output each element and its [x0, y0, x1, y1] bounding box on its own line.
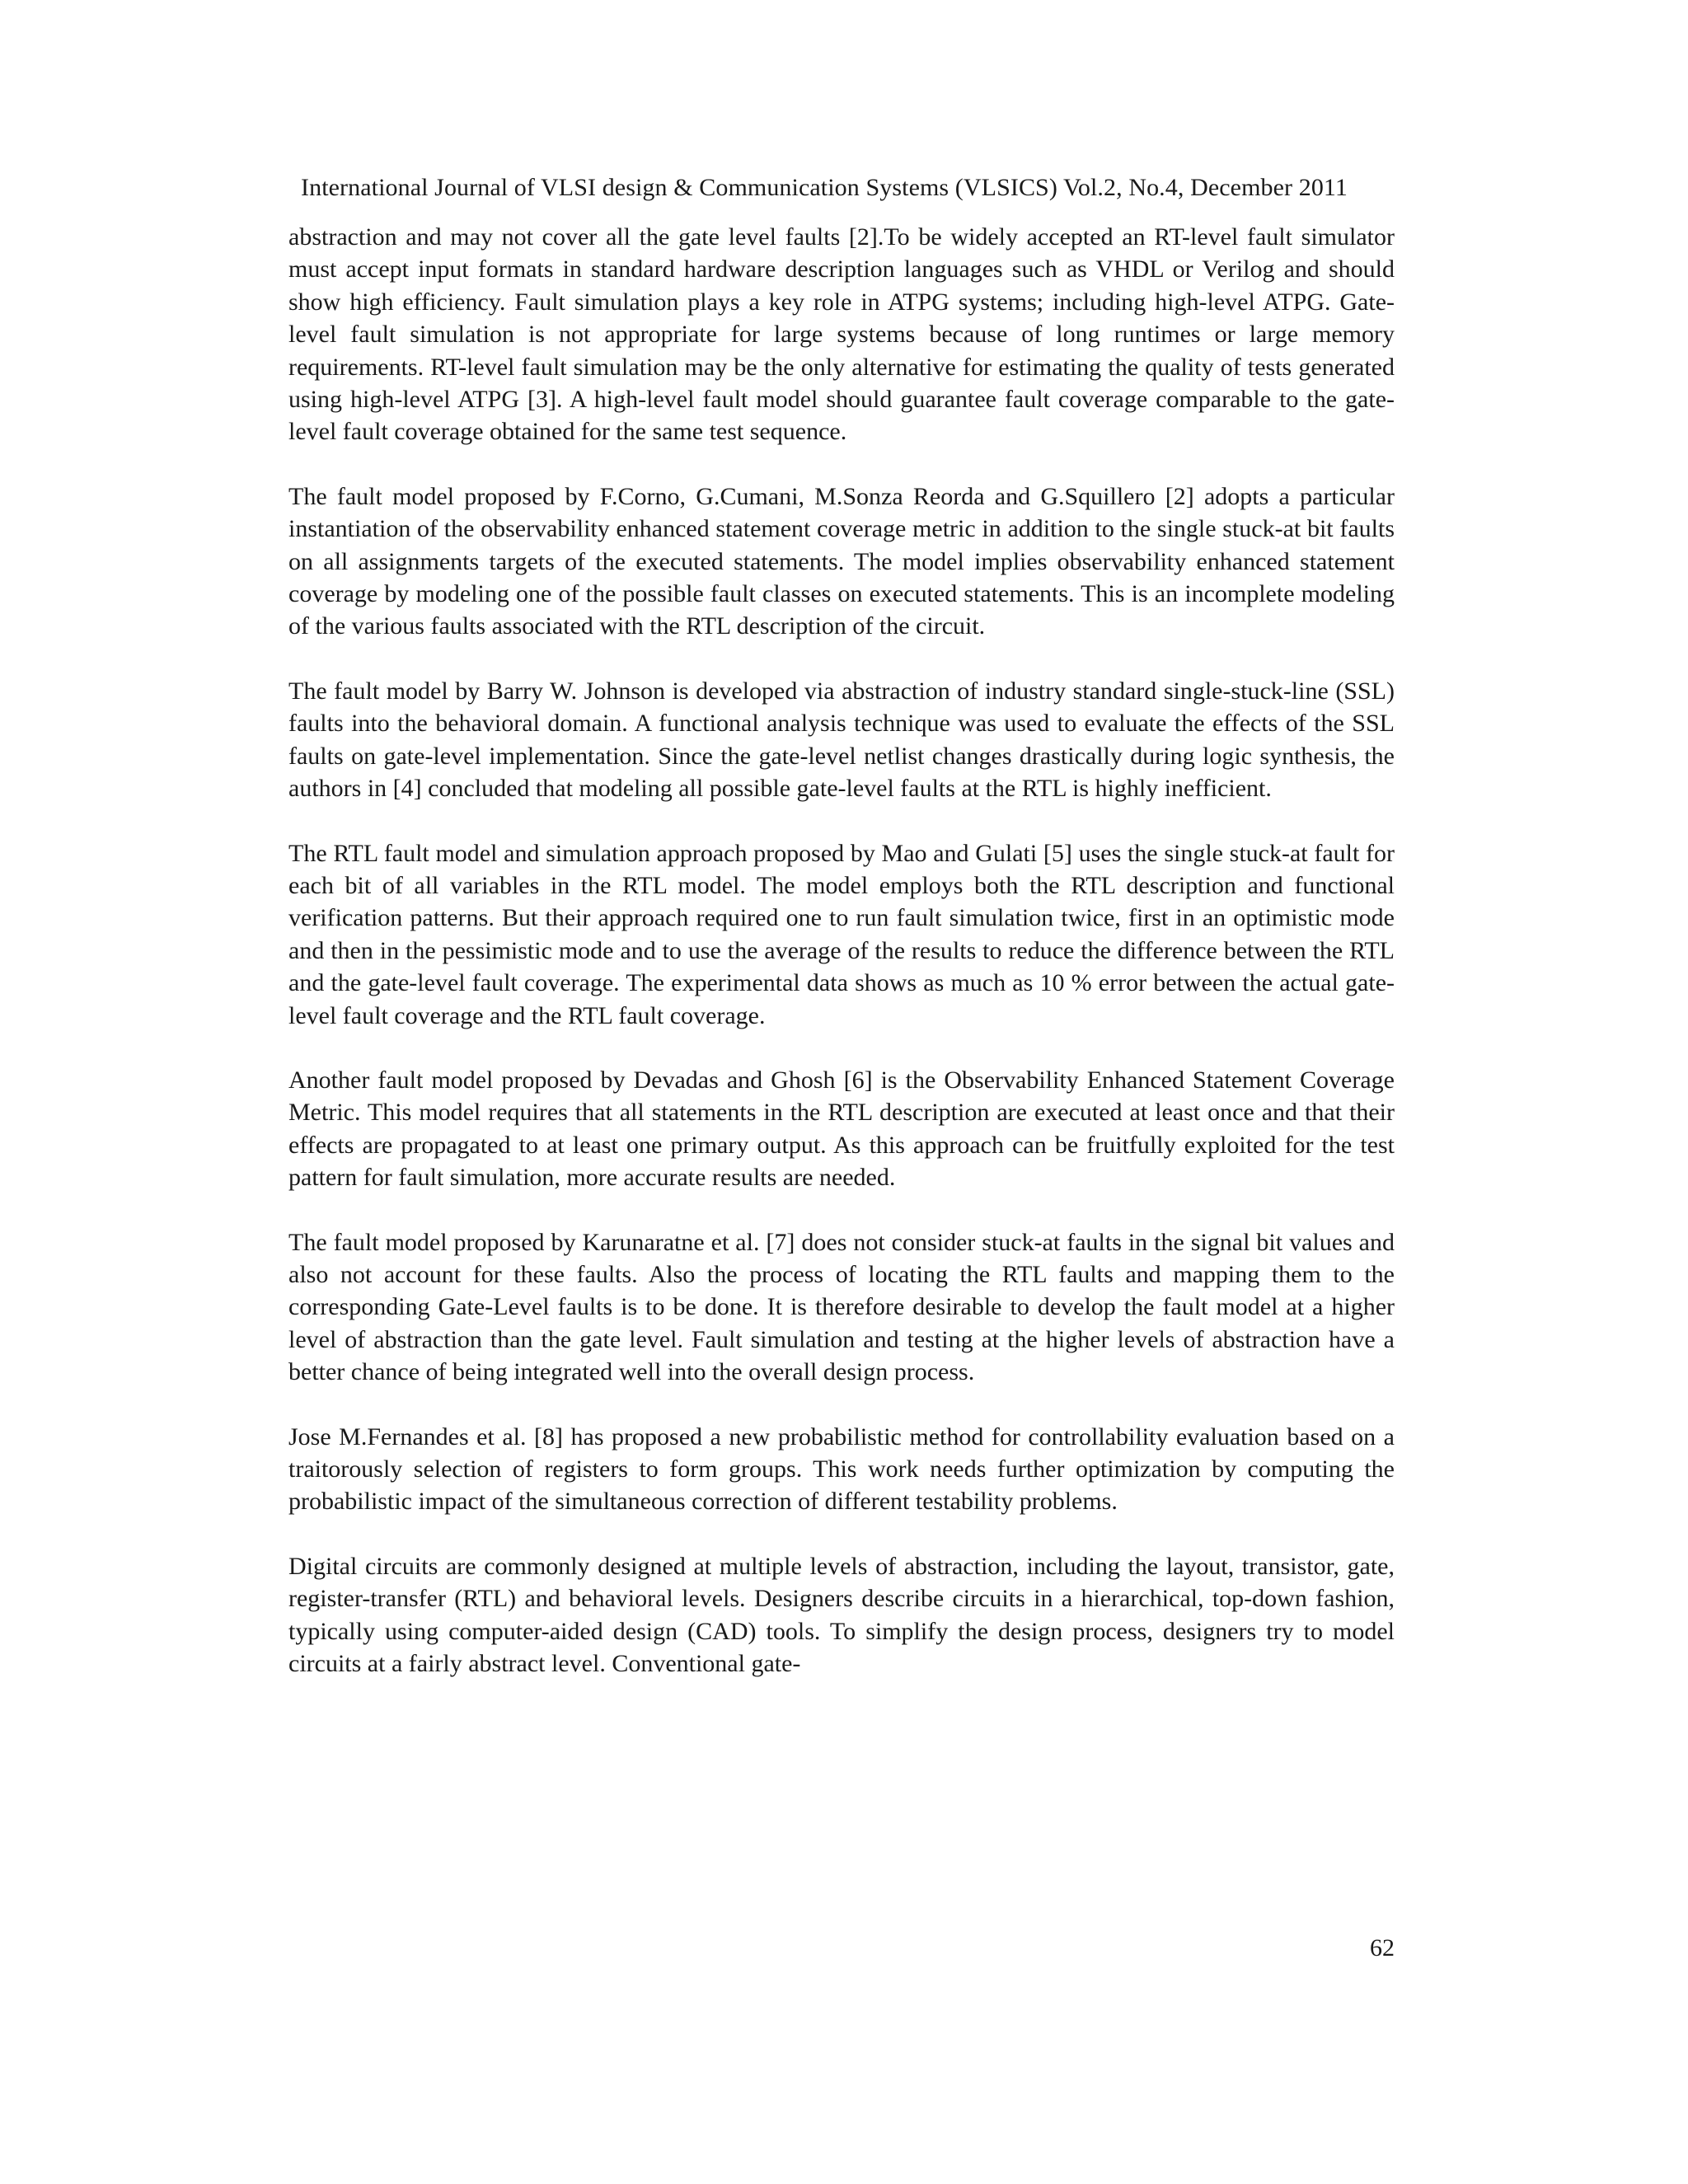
paragraph-5: Another fault model proposed by Devadas and Ghosh [6] is the Observability Enhanced Statement Coverage Metric. This model requires that all statements in the RTL description are executed at least once and that their effects are propagated to at least one primary output. As this approach can be fruitfully exploited for the test pattern for fault simulation, more accurate results are needed.	[288, 1066, 1395, 1192]
paragraph-8: Digital circuits are commonly designed at multiple levels of abstraction, including the layout, transistor, gate, register-transfer (RTL) and behavioral levels. Designers describe circuits in a hierarchical, top-down fashion, typically using computer-aided design (CAD) tools. To simplify the design process, designers try to model circuits at a fairly abstract level. Conventional gate-	[288, 1552, 1395, 1678]
paragraph-7: Jose M.Fernandes et al. [8] has proposed a new probabilistic method for controllability evaluation based on a traitorously selection of registers to form groups. This work needs further optimization by computing the probabilistic impact of the simultaneous correction of different testability problems.	[288, 1422, 1395, 1516]
paragraph-1: abstraction and may not cover all the gate level faults [2].To be widely accepted an RT-level fault simulator must accept input formats in standard hardware description languages such as VHDL or Verilog and should show high efficiency. Fault simulation plays a key role in ATPG systems; including high-level ATPG. Gate-level fault simulation is not appropriate for large systems because of long runtimes or large memory requirements. RT-level fault simulation may be the only alternative for estimating the quality of tests generated using high-level ATPG [3]. A high-level fault model should guarantee fault coverage comparable to the gate-level fault coverage obtained for the same test sequence.	[288, 223, 1395, 446]
page-number: 62	[1370, 1934, 1395, 1961]
paragraph-2: The fault model proposed by F.Corno, G.Cumani, M.Sonza Reorda and G.Squillero [2] adopts a particular instantiation of the observability enhanced statement coverage metric in addition to the single stuck-at bit faults on all assignments targets of the executed statements. The model implies observability enhanced statement coverage by modeling one of the possible fault classes on executed statements. This is an incomplete modeling of the various faults associated with the RTL description of the circuit.	[288, 482, 1395, 640]
paragraph-3: The fault model by Barry W. Johnson is developed via abstraction of industry standard single-stuck-line (SSL) faults into the behavioral domain. A functional analysis technique was used to evaluate the effects of the SSL faults on gate-level implementation. Since the gate-level netlist changes drastically during logic synthesis, the authors in [4] concluded that modeling all possible gate-level faults at the RTL is highly inefficient.	[288, 677, 1395, 803]
paragraph-6: The fault model proposed by Karunaratne et al. [7] does not consider stuck-at faults in the signal bit values and also not account for these faults. Also the process of locating the RTL faults and mapping them to the corresponding Gate-Level faults is to be done. It is therefore desirable to develop the fault model at a higher level of abstraction than the gate level. Fault simulation and testing at the higher levels of abstraction have a better chance of being integrated well into the overall design process.	[288, 1228, 1395, 1386]
paragraph-4: The RTL fault model and simulation approach proposed by Mao and Gulati [5] uses the single stuck-at fault for each bit of all variables in the RTL model. The model employs both the RTL description and functional verification patterns. But their approach required one to run fault simulation twice, first in an optimistic mode and then in the pessimistic mode and to use the average of the results to reduce the difference between the RTL and the gate-level fault coverage. The experimental data shows as much as 10 % error between the actual gate-level fault coverage and the RTL fault coverage.	[288, 839, 1395, 1029]
body-text	[288, 221, 1395, 1712]
running-header: International Journal of VLSI design & Communication Systems (VLSICS) Vol.2, No.4, December 2011	[301, 174, 1348, 201]
